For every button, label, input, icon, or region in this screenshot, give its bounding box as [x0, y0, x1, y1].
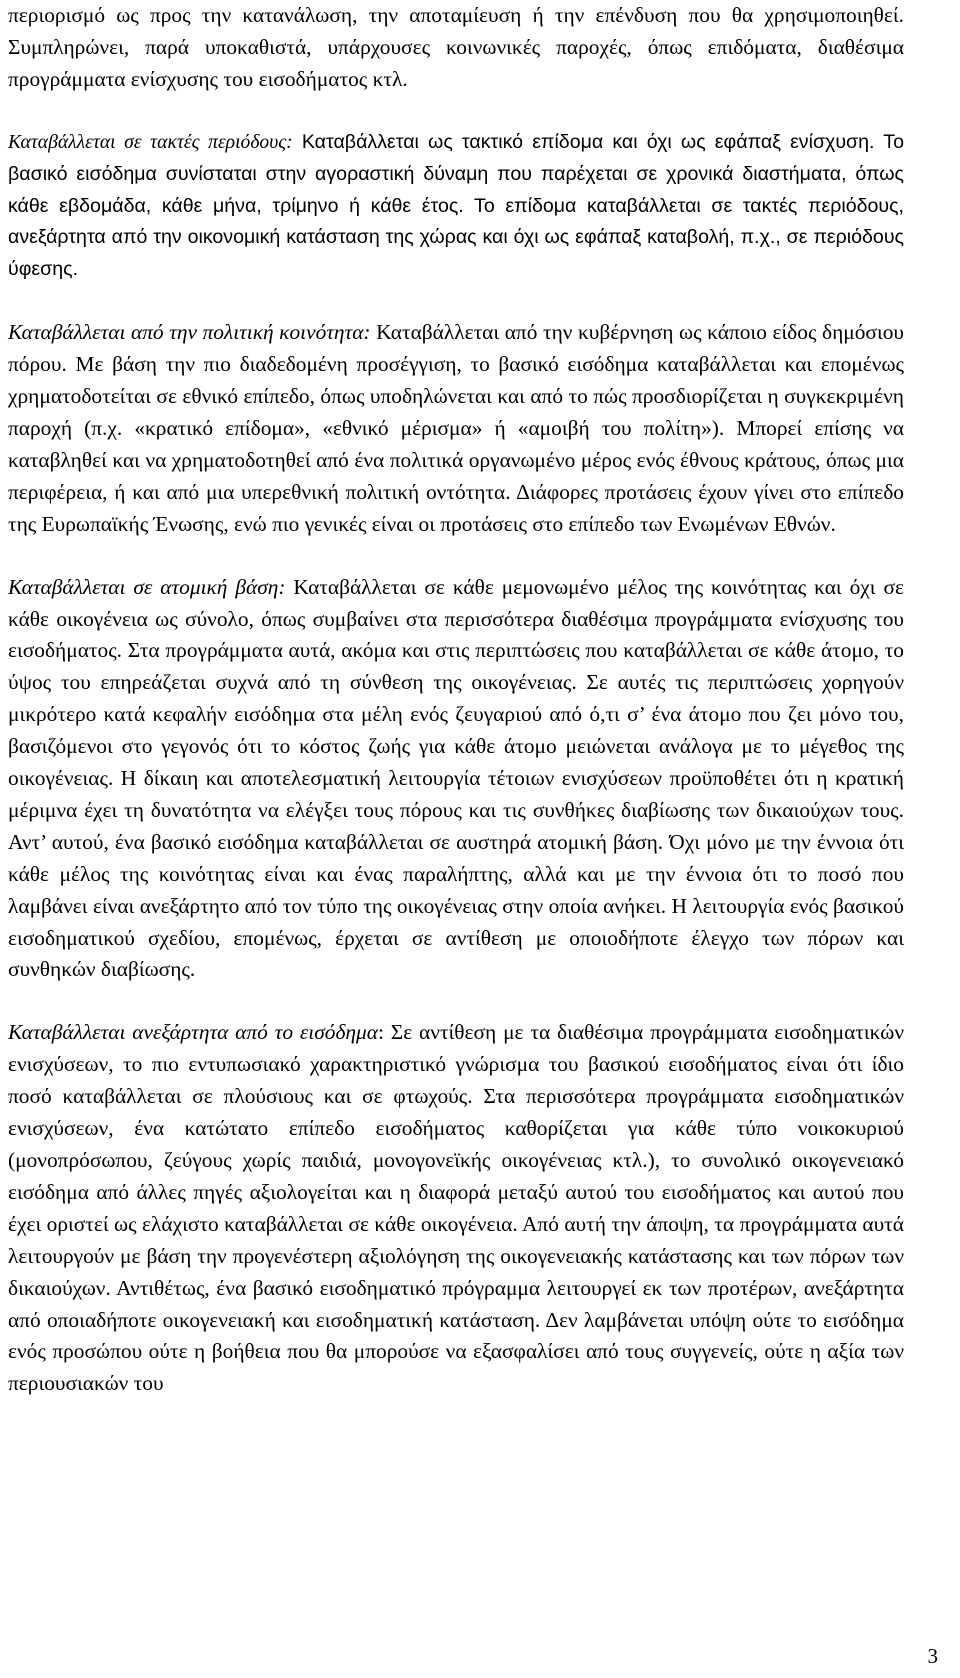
periodic-text: Καταβάλλεται ως τακτικό επίδομα και όχι ως εφάπαξ ενίσχυση. Το βασικό εισόδημα συνίσταται στην αγοραστική δύναμη που παρέχεται σε χρονικά διαστήματα, όπως κάθε εβδομάδα, κάθε μήνα, τρίμηνο ή κάθε έτος. Το επίδομα καταβάλλεται σε τακτές περιόδους, ανεξάρτητα από την οικονομική κατάσταση της χώρας και όχι ως εφάπαξ καταβολή, π.χ., σε περιόδους ύφεσης.	[8, 130, 904, 281]
document-page	[8, 0, 904, 1400]
paragraph-spacer	[8, 96, 904, 127]
political-lead: Καταβάλλεται από την πολιτική κοινότητα:	[8, 320, 371, 345]
independent-text: : Σε αντίθεση με τα διαθέσιμα προγράμματα εισοδηματικών ενισχύσεων, το πιο εντυπωσιακό χαρακτηριστικό γνώρισμα του βασικού εισοδήματος είναι ότι ίδιο ποσό καταβάλλεται σε πλούσιους και σε φτωχούς. Στα περισσότερα προγράμματα εισοδηματικών ενισχύσεων, ένα κατώτατο επίπεδο εισοδήματος καθορίζεται για κάθε τύπο νοικοκυριού (μονοπρόσωπου, ζεύγους χωρίς παιδιά, μονογονεϊκής οικογένειας κτλ.), το συνολικό οικογενειακό εισόδημα από άλλες πηγές αξιολογείται και η διαφορά μεταξύ αυτού του εισοδήματος και αυτού που έχει οριστεί ως ελάχιστο καταβάλλεται σε κάθε οικογένεια. Από αυτή την άποψη, τα προγράμματα αυτά λειτουργούν με βάση την προγενέστερη αξιολόγηση της οικογενειακής κατάστασης και των πόρων των δικαιούχων. Αντιθέτως, ένα βασικό εισοδηματικό πρόγραμμα λειτουργεί εκ των προτέρων, ανεξάρτητα από οποιαδήποτε οικογενειακή και εισοδηματική κατάσταση. Δεν λαμβάνεται υπόψη ούτε το εισόδημα ενός προσώπου ούτε η βοήθεια που θα μπορούσε να εξασφαλίσει από τους συγγενείς, ούτε η αξία των περιουσιακών του	[8, 1020, 904, 1396]
paragraph-periodic	[8, 127, 904, 287]
paragraph-political	[8, 317, 904, 540]
independent-lead: Καταβάλλεται ανεξάρτητα από το εισόδημα	[8, 1020, 378, 1045]
intro-text: περιορισμό ως προς την κατανάλωση, την αποταμίευση ή την επένδυση που θα χρησιμοποιηθεί. Συμπληρώνει, παρά υποκαθιστά, υπάρχουσες κοινωνικές παροχές, όπως επιδόματα, διαθέσιμα προγράμματα ενίσχυσης του εισοδήματος κτλ.	[8, 3, 904, 91]
paragraph-spacer	[8, 986, 904, 1017]
paragraph-individual	[8, 572, 904, 987]
paragraph-independent	[8, 1017, 904, 1400]
page-number: 3	[927, 1644, 938, 1668]
paragraph-spacer	[8, 286, 904, 317]
individual-lead: Καταβάλλεται σε ατομική βάση:	[8, 574, 286, 599]
individual-text: Καταβάλλεται σε κάθε μεμονωμένο μέλος της κοινότητας και όχι σε κάθε οικογένεια ως σύνολο, όπως συμβαίνει στα περισσότερα διαθέσιμα προγράμματα ενίσχυσης του εισοδήματος. Στα προγράμματα αυτά, ακόμα και στις περιπτώσεις που καταβάλλεται σε κάθε άτομο, το ύψος του επηρεάζεται συχνά από τη σύνθεση της οικογένειας. Σε αυτές τις περιπτώσεις χορηγούν μικρότερο κατά κεφαλήν εισόδημα στα μέλη ενός ζευγαριού από ό,τι σ’ ένα άτομο που ζει μόνο του, βασιζόμενοι στο γεγονός ότι το κόστος ζωής για κάθε άτομο μειώνεται ανάλογα με το μέγεθος της οικογένειας. Η δίκαιη και αποτελεσματική λειτουργία τέτοιων ενισχύσεων προϋποθέτει ότι η κρατική μέριμνα έχει τη δυνατότητα να ελέγξει τους πόρους και τις συνθήκες διαβίωσης των δικαιούχων τους. Αντ’ αυτού, ένα βασικό εισόδημα καταβάλλεται σε αυστηρά ατομική βάση. Όχι μόνο με την έννοια ότι κάθε μέλος της κοινότητας είναι και ένας παραλήπτης, αλλά και με την έννοια ότι το ποσό που λαμβάνει είναι ανεξάρτητο από τον τύπο της οικογένειας στην οποία ανήκει. Η λειτουργία ενός βασικού εισοδηματικού σχεδίου, επομένως, έρχεται σε αντίθεση με οποιοδήποτε έλεγχο των πόρων και συνθηκών διαβίωσης.	[8, 574, 904, 982]
periodic-lead: Καταβάλλεται σε τακτές περιόδους:	[8, 131, 293, 153]
paragraph-intro	[8, 0, 904, 96]
paragraph-spacer	[8, 541, 904, 572]
political-text: Καταβάλλεται από την κυβέρνηση ως κάποιο είδος δημόσιου πόρου. Με βάση την πιο διαδεδομένη προσέγγιση, το βασικό εισόδημα καταβάλλεται και επομένως χρηματοδοτείται σε εθνικό επίπεδο, όπως υποδηλώνεται και από το πώς προσδιορίζεται η συγκεκριμένη παροχή (π.χ. «κρατικό επίδομα», «εθνικό μέρισμα» ή «αμοιβή του πολίτη»). Μπορεί επίσης να καταβληθεί και να χρηματοδοτηθεί από ένα πολιτικά οργανωμένο μέρος ενός έθνους κράτους, όπως μια περιφέρεια, ή και από μια υπερεθνική πολιτική οντότητα. Διάφορες προτάσεις έχουν γίνει στο επίπεδο της Ευρωπαϊκής Ένωσης, ενώ πιο γενικές είναι οι προτάσεις στο επίπεδο των Ενωμένων Εθνών.	[8, 320, 904, 536]
